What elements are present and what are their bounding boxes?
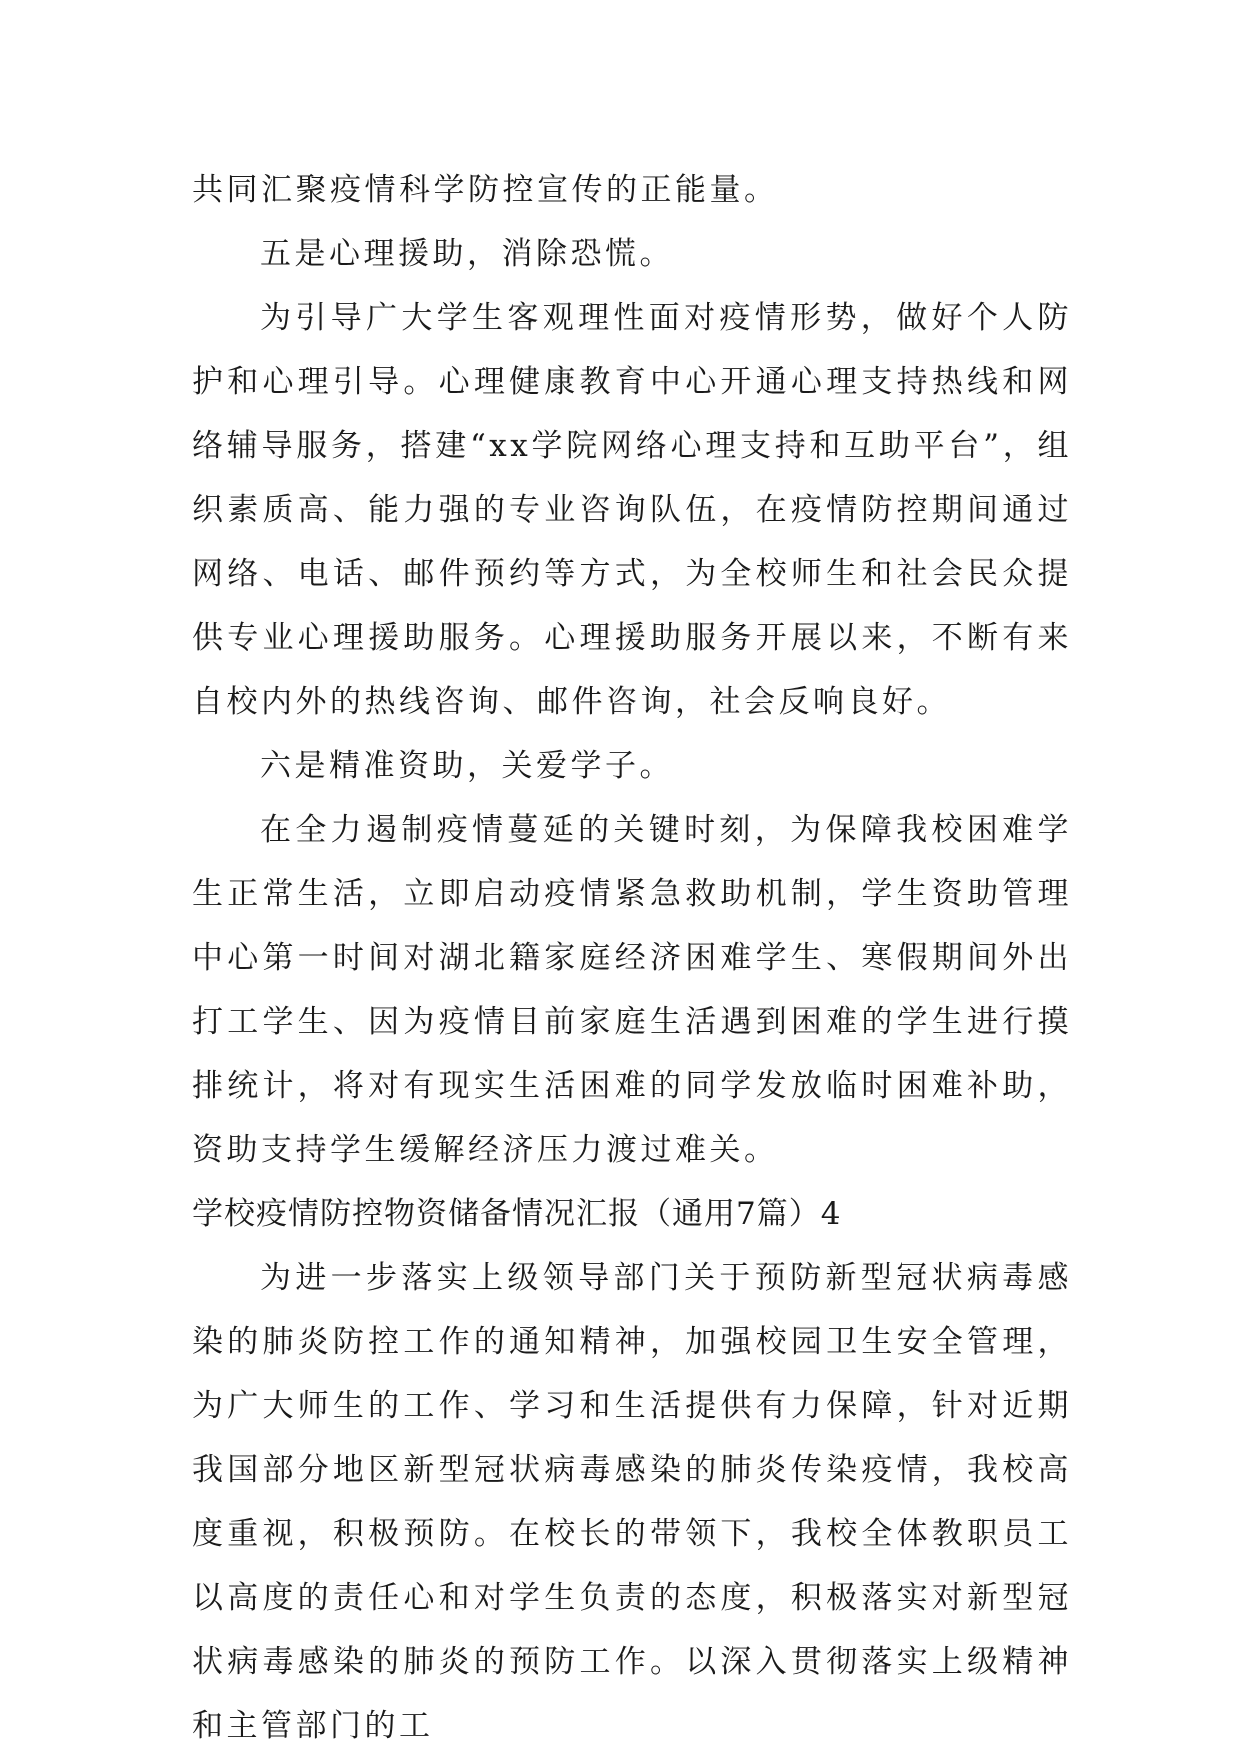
section-six-title: 六是精准资助，关爱学子。 bbox=[260, 748, 674, 784]
paragraph-psychological-aid: 为引导广大学生客观理性面对疫情形势，做好个人防护和心理引导。心理健康教育中心开通心理支持热线和网络辅导服务，搭建“xx学院网络心理支持和互助平台”，组织素质高、能力强的专业咨询队伍，在疫情防控期间通过网络、电话、邮件预约等方式，为全校师生和社会民众提供专业心理援助服务。心理援助服务开展以来，不断有来自校内外的热线咨询、邮件咨询，社会反响良好。 bbox=[192, 300, 1072, 720]
paragraph-financial-aid: 在全力遏制疫情蔓延的关键时刻，为保障我校困难学生正常生活，立即启动疫情紧急救助机制，学生资助管理中心第一时间对湖北籍家庭经济困难学生、寒假期间外出打工学生、因为疫情目前家庭生活遇到困难的学生进行摸排统计，将对有现实生活困难的同学发放临时困难补助，资助支持学生缓解经济压力渡过难关。 bbox=[192, 812, 1072, 1168]
paragraph-intro-end: 共同汇聚疫情科学防控宣传的正能量。 bbox=[192, 172, 779, 208]
article-heading: 学校疫情防控物资储备情况汇报（通用7篇）4 bbox=[192, 1196, 842, 1232]
section-five-title: 五是心理援助，消除恐慌。 bbox=[260, 236, 674, 272]
document-body bbox=[192, 158, 1072, 1758]
paragraph-prevention-work: 为进一步落实上级领导部门关于预防新型冠状病毒感染的肺炎防控工作的通知精神，加强校园卫生安全管理，为广大师生的工作、学习和生活提供有力保障，针对近期我国部分地区新型冠状病毒感染的肺炎传染疫情，我校高度重视，积极预防。在校长的带领下，我校全体教职员工以高度的责任心和对学生负责的态度，积极落实对新型冠状病毒感染的肺炎的预防工作。以深入贯彻落实上级精神和主管部门的工 bbox=[192, 1260, 1072, 1744]
